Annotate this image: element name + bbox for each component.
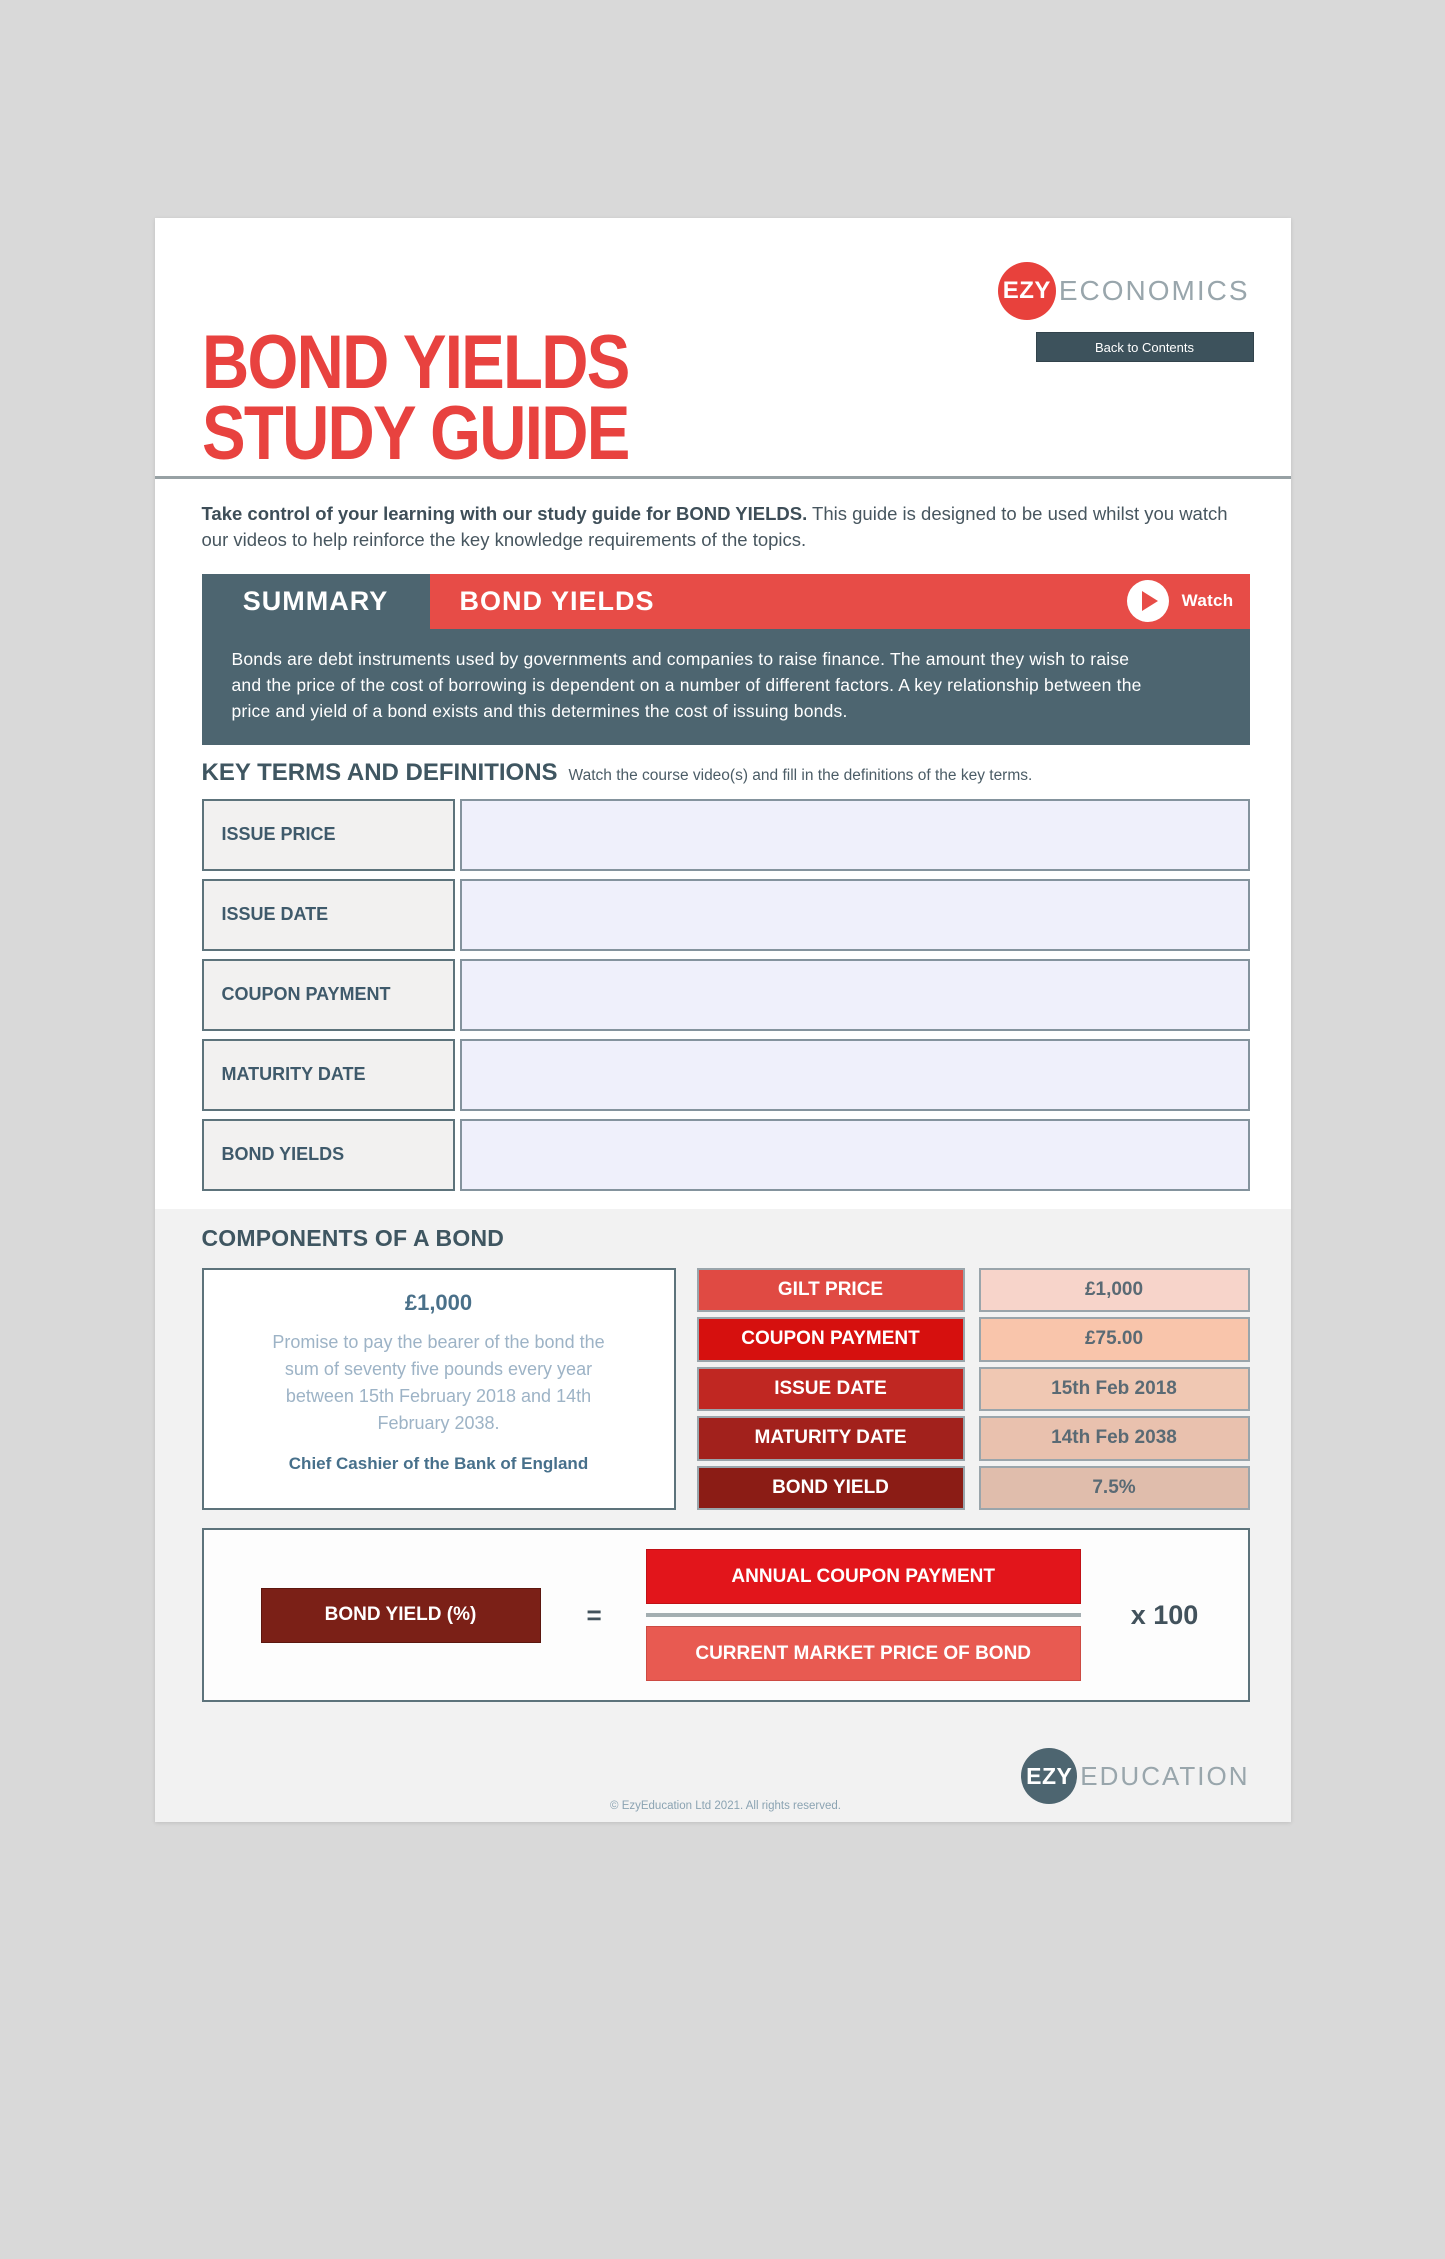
table-row — [697, 1268, 1250, 1313]
formula-box — [202, 1528, 1250, 1702]
intro-text — [202, 501, 1250, 554]
denominator-chip: CURRENT MARKET PRICE OF BOND — [646, 1626, 1081, 1681]
study-guide-page — [155, 218, 1291, 1822]
copyright-text: © EzyEducation Ltd 2021. All rights reserved. — [610, 1800, 841, 1813]
table-row — [202, 1119, 1250, 1191]
components-heading: COMPONENTS OF A BOND — [201, 1224, 505, 1251]
summary-tab-bar — [202, 574, 1250, 629]
table-row — [202, 879, 1250, 951]
play-icon — [1127, 580, 1169, 622]
title-line-2: STUDY GUIDE — [201, 390, 629, 476]
equals-sign: = — [586, 1599, 602, 1630]
intro-bold-text: Take control of your learning with our study guide for BOND YIELDS. — [201, 503, 808, 524]
definition-input-cell[interactable] — [460, 879, 1250, 951]
bond-signatory: Chief Cashier of the Bank of England — [288, 1453, 589, 1473]
footer-logo — [1021, 1748, 1249, 1804]
table-row — [202, 799, 1250, 871]
detail-label: ISSUE DATE — [697, 1367, 965, 1412]
definition-input-cell[interactable] — [460, 959, 1250, 1031]
table-row — [697, 1317, 1250, 1362]
footer — [202, 1748, 1250, 1820]
table-row — [202, 959, 1250, 1031]
key-terms-subheading: Watch the course video(s) and fill in the definitions of the key terms. — [568, 766, 1033, 784]
intro-rest-text: This guide is designed to be used whilst you watch our videos to help reinforce the key knowledge requirements of the topics. — [201, 503, 1228, 551]
term-label-cell: MATURITY DATE — [202, 1039, 455, 1111]
detail-value: £1,000 — [979, 1268, 1250, 1313]
bond-promise-text: Promise to pay the bearer of the bond the sum of seventy five pounds every year between 15th February 2018 and 14th February 2038. — [272, 1331, 605, 1433]
numerator-chip: ANNUAL COUPON PAYMENT — [646, 1549, 1081, 1604]
back-to-contents-button[interactable]: Back to Contents — [1036, 332, 1254, 362]
table-row — [202, 1039, 1250, 1111]
topic-title: BOND YIELDS — [459, 585, 655, 616]
term-label-cell: COUPON PAYMENT — [202, 959, 455, 1031]
detail-label: MATURITY DATE — [697, 1416, 965, 1461]
detail-label: BOND YIELD — [697, 1466, 965, 1511]
title-line-1: BOND YIELDS — [201, 320, 629, 405]
key-terms-heading-row — [202, 759, 1250, 787]
ezy-logo-circle — [998, 262, 1056, 320]
page-title — [201, 320, 629, 476]
summary-tab: SUMMARY — [202, 574, 430, 629]
topic-bar — [430, 574, 1250, 629]
key-terms-table — [202, 799, 1250, 1199]
components-section — [155, 1209, 1291, 1822]
fraction-divider — [646, 1613, 1081, 1617]
definition-input-cell[interactable] — [460, 799, 1250, 871]
multiplier-text: x 100 — [1130, 1599, 1199, 1630]
detail-label: COUPON PAYMENT — [697, 1317, 965, 1362]
ezy-logo-circle — [1021, 1748, 1077, 1804]
term-label-cell: BOND YIELDS — [202, 1119, 455, 1191]
detail-value: £75.00 — [979, 1317, 1250, 1362]
detail-value: 14th Feb 2038 — [979, 1416, 1250, 1461]
footer-wordmark: EDUCATION — [1080, 1760, 1250, 1791]
watch-button[interactable] — [1127, 580, 1234, 622]
bond-amount: £1,000 — [404, 1289, 473, 1315]
table-row — [697, 1416, 1250, 1461]
detail-value: 15th Feb 2018 — [979, 1367, 1250, 1412]
brand-logo — [998, 262, 1250, 320]
term-label-cell: ISSUE PRICE — [202, 799, 455, 871]
watch-label: Watch — [1181, 591, 1234, 611]
key-terms-heading: KEY TERMS AND DEFINITIONS — [201, 758, 558, 786]
ezy-logo-text: EZY — [1026, 1762, 1073, 1789]
bond-details-table — [697, 1268, 1250, 1511]
table-row — [697, 1466, 1250, 1511]
formula-fraction — [646, 1549, 1081, 1681]
detail-value: 7.5% — [979, 1466, 1250, 1511]
ezy-logo-text: EZY — [1002, 277, 1051, 304]
bond-certificate-card — [202, 1268, 676, 1510]
header — [155, 218, 1291, 479]
table-row — [697, 1367, 1250, 1412]
brand-wordmark: ECONOMICS — [1058, 275, 1250, 306]
definition-input-cell[interactable] — [460, 1119, 1250, 1191]
bond-yield-result-chip: BOND YIELD (%) — [261, 1588, 541, 1643]
components-row — [202, 1268, 1250, 1511]
term-label-cell: ISSUE DATE — [202, 879, 455, 951]
definition-input-cell[interactable] — [460, 1039, 1250, 1111]
summary-body-text: Bonds are debt instruments used by governments and companies to raise finance. The amount they wish to raise and the price of the cost of borrowing is dependent on a number of different factors. A key relationship between the price and yield of a bond exists and this determines the cost of issuing bonds. — [202, 629, 1250, 745]
detail-label: GILT PRICE — [697, 1268, 965, 1313]
